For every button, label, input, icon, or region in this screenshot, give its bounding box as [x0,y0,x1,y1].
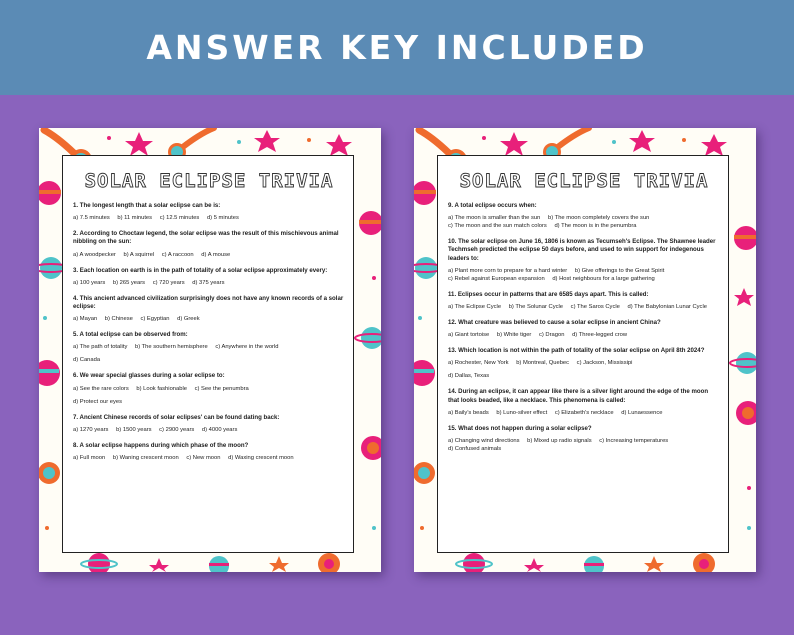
answer-option: a) 100 years [73,279,106,286]
page-title: SOLAR ECLIPSE TRIVIA [459,170,709,192]
header-banner [0,0,794,95]
answer-options [448,359,720,380]
answer-option: d) Greek [177,316,200,323]
star-icon [254,130,280,152]
question-3 [73,267,345,287]
question-15 [448,425,720,453]
dot-icon [45,526,49,530]
planet-icon [355,327,381,349]
answer-options [73,454,345,462]
planet-icon [414,462,435,484]
question-text: 7. Ancient Chinese records of solar eclipses' can be found dating back: [73,413,280,421]
planet-icon [736,401,756,425]
answer-option: b) White tiger [496,332,532,339]
answer-option: c) Jackson, Mississipi [576,360,633,367]
answer-options [448,214,720,230]
question-4 [73,295,345,323]
answer-options [73,426,345,434]
answer-option: c) Egyptian [140,316,170,323]
star-icon [734,288,754,306]
answer-option: d) Protect our eyes [73,398,122,405]
dot-icon [237,140,241,144]
planet-icon [734,226,756,250]
answer-option: d) Host neighbours for a large gathering [552,275,655,282]
question-14 [448,388,720,416]
answer-option: d) Confused animals [448,446,502,453]
answer-options [73,385,345,406]
answer-option: b) Mixed up radio signals [527,438,592,445]
dot-icon [372,276,376,280]
answer-option: a) A woodpecker [73,251,116,258]
question-9 [448,202,720,230]
dot-icon [747,526,751,530]
answer-option: c) Anywhere in the world [215,344,279,351]
answer-option: c) Dragon [538,332,565,339]
answer-option: b) Luno-silver effect [496,409,548,416]
star-icon [269,556,289,572]
planet-icon [584,556,604,572]
star-icon [326,134,352,156]
star-icon [701,134,727,156]
question-5 [73,331,345,364]
dot-icon [682,138,686,142]
planet-icon [693,553,715,572]
answer-option: d) 375 years [192,279,225,286]
planet-icon [318,553,340,572]
dot-icon [747,486,751,490]
answer-option: b) The Solunar Cycle [508,304,564,311]
answer-option: c) 720 years [152,279,185,286]
answer-option: c) New moon [186,455,221,462]
answer-options [448,331,720,339]
answer-option: b) Waning crescent moon [112,455,179,462]
question-text: 4. This ancient advanced civilization surprisingly does not have any known records of a solar eclipse: [73,294,344,311]
answer-option: d) Canada [73,357,101,364]
question-text: 13. Which location is not within the path of totality of the solar eclipse on April 8th 2024? [448,347,705,355]
answer-option: a) The moon is smaller than the sun [448,215,541,222]
answer-option: a) Baily's beads [448,409,489,416]
star-icon [524,558,544,572]
answer-option: c) Rebel against European expansion [448,275,545,282]
answer-option: a) Changing wind directions [448,438,520,445]
planet-icon [39,181,61,205]
answer-option: d) Lunaessence [621,409,663,416]
trivia-card-1 [62,155,354,553]
answer-option: b) 1500 years [116,426,152,433]
planet-icon [39,360,60,386]
answer-option: d) The moon is in the penumbra [554,223,637,230]
dot-icon [43,316,47,320]
answer-option: a) Rochester, New York [448,360,509,367]
question-10 [448,238,720,283]
answer-options [448,409,720,417]
answer-option: b) Chinese [104,316,133,323]
question-12 [448,319,720,339]
answer-option: a) The Eclipse Cycle [448,304,502,311]
question-text: 5. A total eclipse can be observed from: [73,331,188,339]
question-text: 10. The solar eclipse on June 16, 1806 is known as Tecumseh's Eclipse. The Shawnee leader Techmseh predicted the eclipse 50 days before, and used to win support for indegenous leaders to: [448,238,716,262]
answer-option: d) Dallas, Texas [448,373,490,380]
answer-option: a) The path of totality [73,344,128,351]
answer-options [73,279,345,287]
question-text: 12. What creature was believed to cause a solar eclipse in ancient China? [448,319,661,327]
answer-option: c) Elizabeth's necklace [554,409,614,416]
answer-option: c) A raccoon [161,251,194,258]
question-text: 2. According to Choctaw legend, the solar eclipse was the result of this mischievous animal nibbling on the sun: [73,230,339,246]
answer-option: b) The moon completely covers the sun [548,215,650,222]
dot-icon [107,136,111,140]
answer-option: a) 7.5 minutes [73,215,110,222]
answer-option: a) Mayan [73,316,98,323]
question-text: 3. Each location on earth is in the path of totality of a solar eclipse approximately every: [73,266,328,274]
answer-option: c) The Saros Cycle [570,304,620,311]
answer-option: a) Plant more corn to prepare for a hard winter [448,267,568,274]
answer-options [73,343,345,364]
dot-icon [420,526,424,530]
answer-option: c) See the penumbra [194,385,249,392]
dot-icon [418,316,422,320]
answer-option: d) The Babylonian Lunar Cycle [627,304,707,311]
question-text: 8. A solar eclipse happens during which phase of the moon? [73,441,249,449]
answer-options [73,214,345,222]
planet-icon [414,360,435,386]
planet-icon [359,211,381,235]
planet-icon [456,553,492,572]
answer-option: b) Montreal, Quebec [516,360,570,367]
dot-icon [372,526,376,530]
answer-option: d) 4000 years [201,426,238,433]
answer-option: b) 265 years [112,279,146,286]
page-title: SOLAR ECLIPSE TRIVIA [84,170,334,192]
answer-options [448,267,720,283]
answer-option: c) The moon and the sun match colors [448,223,547,230]
answer-options [448,303,720,311]
answer-options [73,315,345,323]
dot-icon [612,140,616,144]
answer-option: d) 5 minutes [206,215,239,222]
question-8 [73,442,345,462]
answer-option: b) A squirrel [123,251,155,258]
answer-option: c) 12.5 minutes [159,215,200,222]
trivia-page-1 [39,128,381,572]
planet-icon [414,181,436,205]
answer-option: a) Full moon [73,455,106,462]
answer-option: c) 2900 years [159,426,195,433]
answer-option: a) 1270 years [73,426,109,433]
question-7 [73,414,345,434]
answer-options [73,251,345,259]
answer-option: b) Look fashionable [136,385,187,392]
question-text: 15. What does not happen during a solar eclipse? [448,424,592,432]
question-6 [73,372,345,405]
planet-icon [730,352,756,374]
question-11 [448,291,720,311]
planet-icon [209,556,229,572]
star-icon [644,556,664,572]
question-text: 1. The longest length that a solar eclipse can be is: [73,202,221,209]
trivia-page-2 [414,128,756,572]
answer-option: d) Waxing crescent moon [228,455,294,462]
question-text: 14. During an eclipse, it can appear like there is a silver light around the edge of the moon that looks beaded, like a necklace. This phenomena is called: [448,388,709,404]
question-1 [73,202,345,222]
star-icon [149,558,169,572]
answer-option: a) Giant tortoise [448,332,490,339]
star-icon [500,132,528,156]
answer-option: d) A mouse [201,251,231,258]
planet-icon [81,553,117,572]
dot-icon [307,138,311,142]
question-text: 6. We wear special glasses during a solar eclipse to: [73,372,225,380]
answer-option: b) The southern hemisphere [134,344,208,351]
question-text: 11. Eclipses occur in patterns that are 6585 days apart. This is called: [448,290,649,298]
answer-option: d) Three-legged crow [572,332,628,339]
planet-icon [361,436,381,460]
question-13 [448,347,720,380]
planet-icon [39,462,60,484]
question-text: 9. A total eclipse occurs when: [448,202,537,209]
trivia-card-2 [437,155,729,553]
star-icon [125,132,153,156]
question-2 [73,230,345,258]
banner-title: ANSWER KEY INCLUDED [146,28,648,67]
answer-option: a) See the rare colors [73,385,129,392]
star-icon [629,130,655,152]
answer-options [448,437,720,453]
answer-option: b) 11 minutes [117,215,153,222]
dot-icon [482,136,486,140]
answer-option: b) Give offerings to the Great Spirit [574,267,665,274]
answer-option: c) Increasing temperatures [599,438,669,445]
